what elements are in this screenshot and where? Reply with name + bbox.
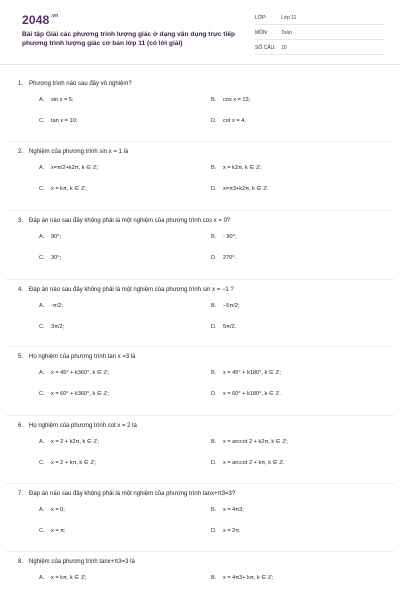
option-letter: D.: [211, 118, 217, 124]
answer-option-b[interactable]: [211, 165, 262, 171]
question-divider: [6, 141, 394, 142]
option-letter: C.: [39, 186, 45, 192]
option-text: cos x = 13;: [223, 97, 251, 103]
option-letter: B.: [211, 97, 217, 103]
option-letter: A.: [39, 507, 45, 513]
option-letter: B.: [211, 303, 217, 309]
answer-option-b[interactable]: [211, 439, 288, 445]
answer-option-a[interactable]: [39, 370, 109, 376]
answer-option-d[interactable]: [211, 118, 246, 124]
option-letter: C.: [39, 255, 45, 261]
question-text: Đáp án nào sau đây không phải là một nghiệm của phương trình cos x = 0?: [29, 218, 231, 224]
option-text: cot x = 4.: [223, 118, 246, 124]
option-letter: C.: [39, 118, 45, 124]
option-letter: A.: [39, 370, 45, 376]
option-text: x=π3+k2π, k ∈ ℤ.: [223, 186, 269, 192]
question-text: Nghiệm của phương trình sin x = 1 là: [29, 149, 129, 155]
option-text: sin x = 5;: [51, 97, 74, 103]
answer-option-b[interactable]: [211, 507, 244, 513]
option-text: x = 45° + k180°, k ∈ ℤ;: [223, 370, 281, 376]
option-text: 3π/2;: [51, 324, 65, 330]
option-letter: D.: [211, 186, 217, 192]
site-logo[interactable]: $2048^{.vn}$: [22, 13, 59, 27]
option-text: x = 60° + k360°, k ∈ ℤ;: [51, 391, 109, 397]
meta-class: [255, 12, 385, 25]
question-number: 6.: [18, 423, 24, 429]
answer-option-c[interactable]: [39, 391, 109, 397]
meta-subject: [255, 27, 385, 40]
page-header: [0, 0, 400, 65]
option-letter: D.: [211, 460, 217, 466]
question-text: Nghiệm của phương trình tanx+π3=3 là: [29, 559, 135, 565]
option-letter: C.: [39, 460, 45, 466]
answer-option-a[interactable]: [39, 439, 99, 445]
option-letter: B.: [211, 507, 217, 513]
answer-option-c[interactable]: [39, 118, 77, 124]
question-text: Họ nghiệm của phương trình cot x = 2 là: [29, 423, 137, 429]
option-text: x = 0;: [51, 507, 65, 513]
question-divider: [6, 415, 394, 416]
meta-label: MÔN:: [255, 30, 269, 36]
option-text: - 90°;: [223, 234, 237, 240]
option-letter: B.: [211, 234, 217, 240]
answer-option-c[interactable]: [39, 324, 64, 330]
question-number: 5.: [18, 354, 24, 360]
question-divider: [6, 346, 394, 347]
question-divider: [6, 483, 394, 484]
question-number: 1.: [18, 81, 24, 87]
meta-label: LỚP:: [255, 15, 267, 21]
option-text: x = 2π.: [223, 528, 241, 534]
option-letter: D.: [211, 255, 217, 261]
answer-option-d[interactable]: [211, 255, 236, 261]
answer-option-c[interactable]: [39, 528, 66, 534]
option-text: x = kπ, k ∈ ℤ;: [51, 186, 87, 192]
option-letter: B.: [211, 575, 217, 581]
option-text: 90°;: [51, 234, 62, 240]
answer-option-c[interactable]: [39, 186, 86, 192]
worksheet-title: Bài tập Giải các phương trình lượng giác ở dạng vận dụng trực tiếp phương trình lượng giác cơ bản lớp 11 (có lời giải): [22, 31, 236, 47]
option-letter: D.: [211, 391, 217, 397]
question-text: Đáp án nào sau đây không phải là một nghiệm của phương trình tanx+π3=3?: [29, 491, 236, 497]
option-letter: B.: [211, 165, 217, 171]
option-letter: A.: [39, 97, 45, 103]
option-text: x = k2π, k ∈ ℤ;: [223, 165, 262, 171]
worksheet-meta: [255, 12, 385, 57]
option-letter: D.: [211, 324, 217, 330]
answer-option-b[interactable]: [211, 370, 281, 376]
answer-option-a[interactable]: [39, 97, 74, 103]
meta-value: Toán: [281, 30, 292, 36]
option-text: tan x = 10;: [51, 118, 78, 124]
option-text: x = 4π3;: [223, 507, 244, 513]
option-text: x = 4π3+ kπ, k ∈ ℤ;: [223, 575, 274, 581]
option-text: x = 60° + k180°, k ∈ ℤ.: [223, 391, 281, 397]
answer-option-a[interactable]: [39, 165, 98, 171]
question-text: Phương trình nào sau đây vô nghiệm?: [29, 81, 132, 87]
option-letter: A.: [39, 303, 45, 309]
option-letter: A.: [39, 234, 45, 240]
question-divider: [6, 210, 394, 211]
answer-option-d[interactable]: [211, 391, 281, 397]
option-text: 270°.: [223, 255, 237, 261]
option-text: -π/2;: [51, 303, 63, 309]
answer-option-b[interactable]: [211, 303, 239, 309]
option-text: x = arccot 2 + k2π, k ∈ ℤ;: [223, 439, 288, 445]
option-letter: C.: [39, 391, 45, 397]
question-divider: [6, 551, 394, 552]
question-number: 4.: [18, 287, 24, 293]
option-letter: C.: [39, 528, 45, 534]
option-text: 30°;: [51, 255, 62, 261]
option-letter: B.: [211, 370, 217, 376]
meta-label: SỐ CÂU:: [255, 45, 276, 51]
option-text: x = 2 + kπ, k ∈ ℤ;: [51, 460, 96, 466]
answer-option-b[interactable]: [211, 575, 273, 581]
question-divider: [6, 279, 394, 280]
answer-option-a[interactable]: [39, 234, 61, 240]
answer-option-c[interactable]: [39, 255, 61, 261]
answer-option-a[interactable]: [39, 507, 65, 513]
answer-option-d[interactable]: [211, 186, 269, 192]
answer-option-b[interactable]: [211, 234, 236, 240]
option-text: −5π/2;: [223, 303, 240, 309]
answer-option-d[interactable]: [211, 528, 241, 534]
option-letter: B.: [211, 439, 217, 445]
answer-option-c[interactable]: [39, 460, 96, 466]
answer-option-a[interactable]: [39, 303, 63, 309]
meta-value: Lớp 11: [281, 15, 297, 21]
option-text: 5π/2.: [223, 324, 237, 330]
question-number: 3.: [18, 218, 24, 224]
option-text: x = kπ, k ∈ ℤ;: [51, 575, 87, 581]
option-text: x = π;: [51, 528, 66, 534]
meta-value: 10: [281, 45, 287, 51]
answer-option-d[interactable]: [211, 460, 285, 466]
answer-option-b[interactable]: [211, 97, 250, 103]
answer-option-d[interactable]: [211, 324, 236, 330]
option-text: x=π/2+k2π, k ∈ ℤ;: [51, 165, 99, 171]
option-text: x = arccot 2 + kπ, k ∈ ℤ.: [223, 460, 285, 466]
question-number: 2.: [18, 149, 24, 155]
answer-option-a[interactable]: [39, 575, 86, 581]
option-text: x = 2 + k2π, k ∈ ℤ;: [51, 439, 100, 445]
meta-question-count: [255, 42, 385, 55]
question-text: Đáp án nào sau đây không phải là một nghiệm của phương trình sin x = −1 ?: [29, 287, 234, 293]
option-letter: A.: [39, 439, 45, 445]
question-number: 8.: [18, 559, 24, 565]
option-text: x = 45° + k360°, k ∈ ℤ;: [51, 370, 109, 376]
option-letter: C.: [39, 324, 45, 330]
option-letter: A.: [39, 575, 45, 581]
option-letter: D.: [211, 528, 217, 534]
question-number: 7.: [18, 491, 24, 497]
option-letter: A.: [39, 165, 45, 171]
question-text: Họ nghiệm của phương trình tan x =3 là: [29, 354, 136, 360]
